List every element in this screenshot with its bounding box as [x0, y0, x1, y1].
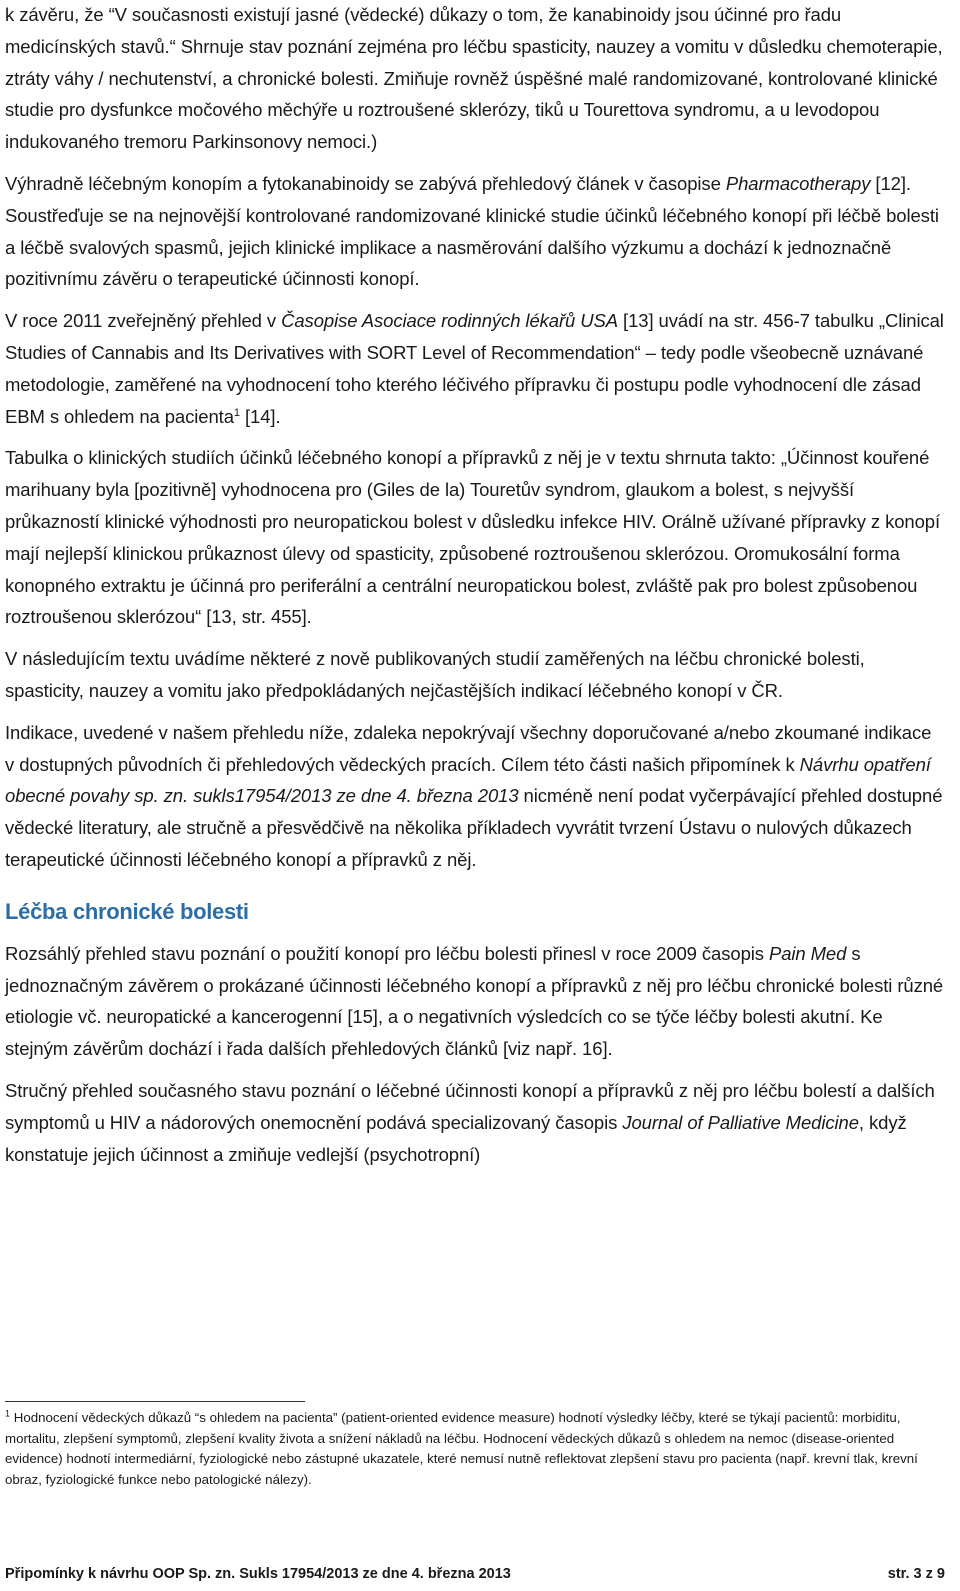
paragraph-3-text-b: [13] uvádí na str. 456-7 tabulku „Clinical Studies of Cannabis and Its Derivatives with SORT Level of Recommendation“ – tedy podle všeobecně uznávané metodologie, zaměřené na vyhodnocení toho kterého léčivého přípravku či postupu podle vyhodnocení dle zásad EBM s ohledem na pacienta: [5, 310, 944, 427]
footnote: [5, 1408, 945, 1490]
paragraph-7-text-b: s jednoznačným závěrem o prokázané účinnosti léčebného konopí a přípravků z něj pro léčbu chronické bolesti různé etiologie vč. neuropatické a kancerogenní [15], a o negativních výsledcích co se týče léčby bolesti akutní. Ke stejným závěrům dochází i řada dalších přehledových článků [viz např. 16].: [5, 942, 944, 1060]
paragraph-2: [5, 168, 945, 295]
footnote-text: Hodnocení vědeckých důkazů “s ohledem na pacienta” (patient-oriented evidence measure) hodnotí výsledky léčby, které se týkají pacientů: morbiditu, mortalitu, zlepšení symptomů, zlepšení kvality života a snížení nákladů na léčbu. Hodnocení vědeckých důkazů s ohledem na nemoc (disease-oriented evidence) hodnotí intermediární, fyziologické nebo zástupné ukazatele, které nemusí nutně reflektovat zlepšení stavu pro pacienta (např. krevní tlak, krevní obraz, fyziologické funkce nebo patologické nálezy).: [5, 1410, 918, 1487]
paragraph-7: [5, 938, 945, 1065]
paragraph-2-text-a: Výhradně léčebným konopím a fytokanabinoidy se zabývá přehledový článek v časopise: [5, 172, 726, 194]
paragraph-3-text-c: [14].: [239, 405, 281, 427]
body-text: [5, 0, 945, 1180]
paragraph-3: [5, 305, 945, 432]
paragraph-8: [5, 1075, 945, 1170]
footnote-ref: 1: [233, 406, 240, 419]
section-heading: Léčba chronické bolesti: [5, 898, 249, 924]
paragraph-2-text-b: [12]. Soustřeďuje se na nejnovější kontrolované randomizované klinické studie účinků léčebného konopí při léčbě bolesti a léčbě svalových spasmů, jejich klinické implikace a nasměrování dalšího výzkumu a dochází k jednoznačně pozitivnímu závěru o terapeutické účinnosti konopí.: [5, 172, 939, 290]
footnote-divider: [5, 1401, 305, 1402]
paragraph-1-text: k závěru, že “V současnosti existují jasné (vědecké) důkazy o tom, že kanabinoidy jsou účinné pro řadu medicínských stavů.“ Shrnuje stav poznání zejména pro léčbu spasticity, nauzey a vomitu v důsledku chemoterapie, ztráty váhy / nechutenství, a chronické bolesti. Zmiňuje rovněž úspěšné malé randomizované, kontrolované klinické studie pro dysfunkce močového měchýře u roztroušené sklerózy, tiků u Tourettova syndromu, a u levodopou indukovaného tremoru Parkinsonovy nemoci.): [5, 4, 943, 153]
paragraph-8-text-a: Stručný přehled současného stavu poznání o léčebné účinnosti konopí a přípravků z něj pro léčbu bolestí a dalších symptomů u HIV a nádorových onemocnění podává specializovaný časopis: [5, 1079, 935, 1133]
proposal-title: Návrhu opatření obecné povahy sp. zn. sukls17954/2013 ze dne 4. března 2013: [5, 753, 931, 807]
journal-pharmacotherapy: Pharmacotherapy: [725, 172, 871, 194]
paragraph-6: [5, 717, 945, 876]
paragraph-5-text: V následujícím textu uvádíme některé z nově publikovaných studií zaměřených na léčbu chronické bolesti, spasticity, nauzey a vomitu jako předpokládaných nejčastějších indikací léčebného konopí v ČR.: [5, 648, 865, 701]
journal-pain-med: Pain Med: [768, 942, 847, 964]
paragraph-4-text: Tabulka o klinických studiích účinků léčebného konopí a přípravků z něj je v textu shrnuta takto: „Účinnost kouřené marihuany byla [pozitivně] vyhodnocena pro (Giles de la) Touretův syndrom, glaukom a bolest, s nejvyšší průkazností klinické výhodnosti pro neuropatickou bolest v důsledku infekce HIV. Orálně užívané přípravky z konopí mají nejlepší klinickou průkaznost úlevy od spasticity, způsobené roztroušenou sklerózou. Oromukosální forma konopného extraktu je účinná pro periferální a centrální neuropatickou bolest, zvláště pak pro bolest způsobenou roztroušenou sklerózou“ [13, str. 455].: [5, 447, 941, 628]
paragraph-1: [5, 0, 945, 158]
footnote-number: 1: [5, 1408, 11, 1419]
paragraph-6-text-b: nicméně není podat vyčerpávající přehled dostupné vědecké literatury, ale stručně a přesvědčivě na několika příkladech vyvrátit tvrzení Ústavu o nulových důkazech terapeutické účinnosti léčebného konopí a přípravků z něj.: [5, 785, 943, 870]
footer-title: Připomínky k návrhu OOP Sp. zn. Sukls 17954/2013 ze dne 4. března 2013: [5, 1566, 511, 1582]
journal-palliative-medicine: Journal of Palliative Medicine: [622, 1111, 859, 1133]
paragraph-6-text-a: Indikace, uvedené v našem přehledu níže, zdaleka nepokrývají všechny doporučované a/nebo zkoumané indikace v dostupných původních či přehledových vědeckých pracích. Cílem této části našich připomínek k: [5, 721, 932, 775]
paragraph-8-text-b: , když konstatuje jejich účinnost a zmiňuje vedlejší (psychotropní): [5, 1111, 907, 1165]
paragraph-3-text-a: V roce 2011 zveřejněný přehled v: [5, 310, 282, 332]
paragraph-5: [5, 643, 945, 707]
page-footer: [5, 1566, 945, 1588]
paragraph-4: [5, 442, 945, 633]
page-number: str. 3 z 9: [887, 1566, 945, 1582]
journal-asociace: Časopise Asociace rodinných lékařů USA: [281, 310, 618, 332]
paragraph-7-text-a: Rozsáhlý přehled stavu poznání o použití konopí pro léčbu bolesti přinesl v roce 2009 časopis: [5, 942, 769, 964]
